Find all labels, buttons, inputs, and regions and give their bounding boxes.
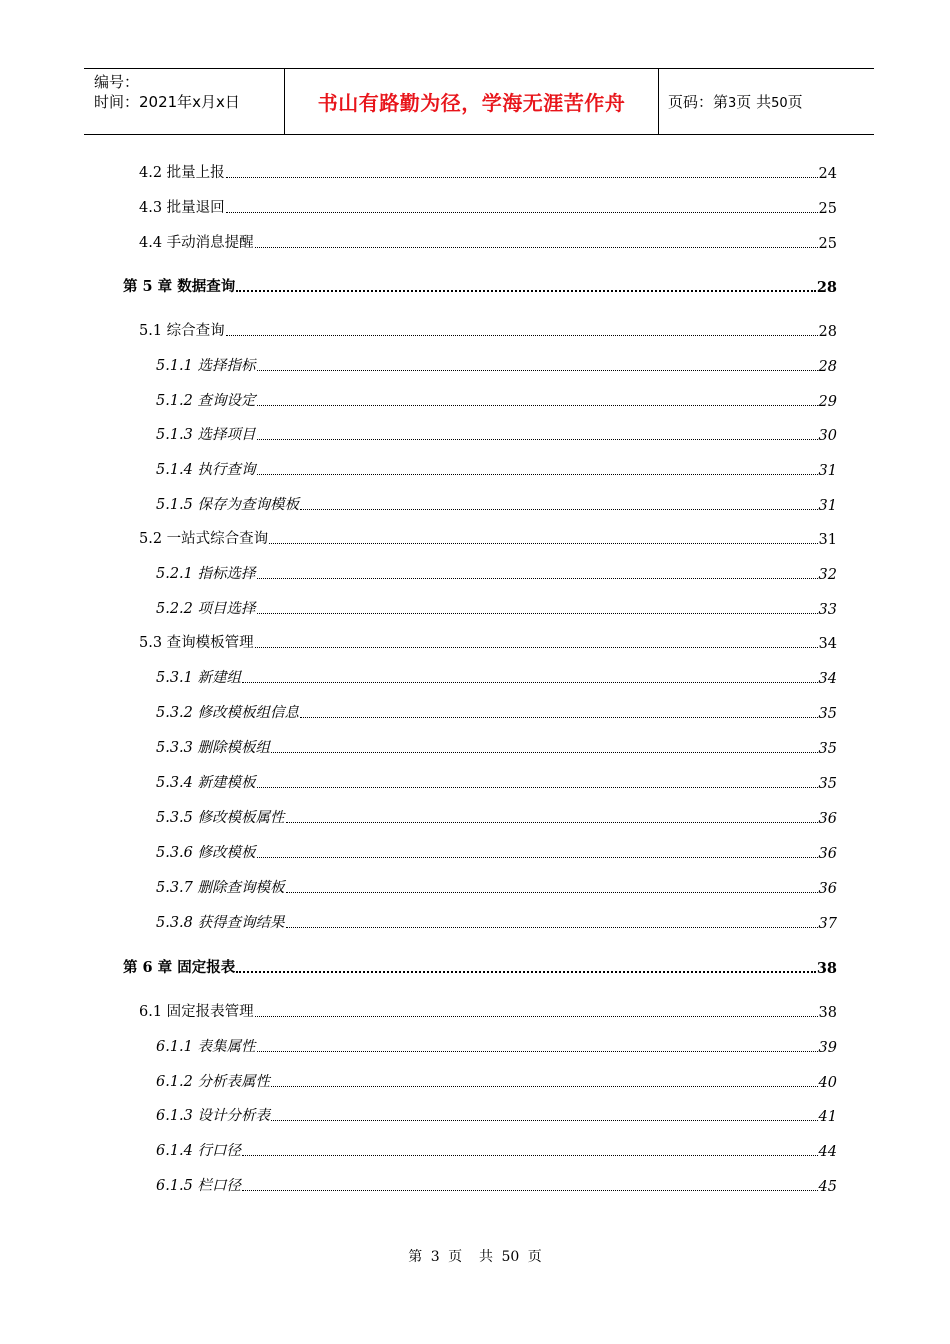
toc-entry[interactable] <box>156 805 837 827</box>
toc-entry-page: 31 <box>818 532 837 548</box>
toc-dot-leader <box>226 335 818 336</box>
toc-entry[interactable] <box>156 561 837 583</box>
toc-entry[interactable] <box>156 596 837 618</box>
toc-entry[interactable] <box>156 1034 837 1056</box>
toc-entry-page: 30 <box>818 428 837 444</box>
footer-total: 50 <box>501 1249 520 1265</box>
toc-entry-page: 25 <box>818 236 837 252</box>
toc-entry[interactable] <box>156 910 837 932</box>
toc-dot-leader <box>286 927 818 928</box>
toc-entry-page: 45 <box>818 1179 837 1195</box>
toc-entry-title: 4.2 批量上报 <box>139 165 225 181</box>
toc-dot-leader <box>286 892 818 893</box>
toc-entry[interactable] <box>139 318 837 340</box>
toc-entry-page: 29 <box>818 394 837 410</box>
toc-entry[interactable] <box>156 700 837 722</box>
time-label: 时间：2021年x月x日 <box>94 93 240 111</box>
toc-dot-leader <box>255 1016 818 1017</box>
toc-entry-title: 4.3 批量退回 <box>139 200 225 216</box>
toc-dot-leader <box>257 578 818 579</box>
toc-dot-leader <box>257 474 818 475</box>
toc-entry[interactable] <box>156 1173 837 1195</box>
header-page-mid: 页 共 <box>736 93 772 111</box>
toc-entry-title: 5.3 查询模板管理 <box>139 635 254 651</box>
toc-entry-title: 4.4 手动消息提醒 <box>139 235 254 251</box>
toc-entry-page: 28 <box>818 359 837 375</box>
header-page-current: 3 <box>728 96 737 111</box>
toc-dot-leader <box>257 1051 818 1052</box>
toc-entry-page: 35 <box>818 776 837 792</box>
toc-entry[interactable] <box>156 770 837 792</box>
toc-dot-leader <box>226 212 818 213</box>
toc-entry[interactable] <box>156 735 837 757</box>
toc-entry-page: 44 <box>818 1144 837 1160</box>
toc-entry-title: 5.1.3 选择项目 <box>156 427 256 443</box>
toc-entry[interactable] <box>156 388 837 410</box>
toc-entry[interactable] <box>139 526 837 548</box>
header-page-cell <box>659 69 874 134</box>
toc-entry-page: 34 <box>818 671 837 687</box>
toc-entry-page: 40 <box>818 1075 837 1091</box>
toc-entry-page: 32 <box>818 567 837 583</box>
toc-entry-page: 37 <box>818 916 837 932</box>
toc-entry-title: 5.1 综合查询 <box>139 323 225 339</box>
toc-entry[interactable] <box>156 840 837 862</box>
toc-entry[interactable] <box>156 457 837 479</box>
toc-entry[interactable] <box>156 492 837 514</box>
toc-entry-page: 34 <box>818 636 837 652</box>
motto-text: 书山有路勤为径，学海无涯苦作舟 <box>317 91 626 115</box>
toc-entry[interactable] <box>156 422 837 444</box>
toc-entry-page: 33 <box>818 602 837 618</box>
footer-mid: 页 共 <box>448 1249 493 1265</box>
toc-entry[interactable] <box>156 1103 837 1125</box>
toc-entry[interactable] <box>139 230 837 252</box>
toc-entry[interactable] <box>139 999 837 1021</box>
toc-chapter-entry[interactable] <box>123 955 837 977</box>
toc-dot-leader <box>226 177 818 178</box>
toc-entry-title: 5.3.8 获得查询结果 <box>156 915 285 931</box>
header-page-info <box>668 91 803 112</box>
toc-entry-page: 35 <box>818 706 837 722</box>
toc-entry-title: 第 6 章 固定报表 <box>123 959 236 976</box>
toc-entry-page: 28 <box>818 324 837 340</box>
toc-dot-leader <box>271 752 818 753</box>
toc-entry-title: 5.3.1 新建组 <box>156 670 242 686</box>
toc-entry[interactable] <box>139 160 837 182</box>
toc-entry-title: 5.1.5 保存为查询模板 <box>156 497 300 513</box>
header-page-prefix: 页码：第 <box>668 93 729 111</box>
header-motto-cell <box>285 69 659 134</box>
toc-entry-title: 6.1.3 设计分析表 <box>156 1108 271 1124</box>
toc-entry-title: 5.2.1 指标选择 <box>156 566 256 582</box>
toc-dot-leader <box>255 247 818 248</box>
toc-entry-title: 5.3.5 修改模板属性 <box>156 810 285 826</box>
toc-dot-leader <box>300 509 818 510</box>
toc-entry-title: 5.3.6 修改模板 <box>156 845 256 861</box>
toc-entry-page: 25 <box>818 201 837 217</box>
toc-entry-title: 5.2 一站式综合查询 <box>139 531 269 547</box>
page-footer <box>0 1246 950 1266</box>
toc-entry-title: 5.3.4 新建模板 <box>156 775 256 791</box>
toc-dot-leader <box>257 857 818 858</box>
header-meta-cell <box>84 69 285 134</box>
toc-entry[interactable] <box>139 195 837 217</box>
toc-entry-title: 5.2.2 项目选择 <box>156 601 256 617</box>
toc-dot-leader <box>242 1155 818 1156</box>
toc-dot-leader <box>271 1120 818 1121</box>
toc-entry-page: 38 <box>816 960 837 977</box>
toc-chapter-entry[interactable] <box>123 274 837 296</box>
footer-current: 3 <box>430 1249 440 1265</box>
page-header <box>84 68 874 135</box>
toc-entry-page: 36 <box>818 846 837 862</box>
toc-entry-page: 39 <box>818 1040 837 1056</box>
toc-entry-page: 38 <box>818 1005 837 1021</box>
toc-entry[interactable] <box>156 665 837 687</box>
footer-suffix: 页 <box>527 1249 542 1265</box>
toc-dot-leader <box>257 613 818 614</box>
toc-entry[interactable] <box>156 353 837 375</box>
toc-entry-title: 6.1.4 行口径 <box>156 1143 242 1159</box>
toc-entry-title: 6.1.2 分析表属性 <box>156 1074 271 1090</box>
toc-entry[interactable] <box>156 1138 837 1160</box>
toc-entry-page: 28 <box>816 279 837 296</box>
toc-entry-page: 31 <box>818 463 837 479</box>
toc-entry-page: 41 <box>818 1109 837 1125</box>
toc-entry-page: 36 <box>818 811 837 827</box>
toc-dot-leader <box>300 717 818 718</box>
toc-dot-leader <box>269 543 817 544</box>
toc-entry-page: 35 <box>818 741 837 757</box>
toc-entry-title: 第 5 章 数据查询 <box>123 278 236 295</box>
toc-entry-title: 6.1.1 表集属性 <box>156 1039 256 1055</box>
toc-dot-leader <box>236 290 816 292</box>
footer-prefix: 第 <box>408 1249 423 1265</box>
toc-entry[interactable] <box>139 630 837 652</box>
toc-entry[interactable] <box>156 1069 837 1091</box>
toc-entry-title: 5.1.2 查询设定 <box>156 393 256 409</box>
header-page-suffix: 页 <box>787 93 803 111</box>
toc-entry-title: 6.1 固定报表管理 <box>139 1004 254 1020</box>
header-page-total: 50 <box>771 96 788 111</box>
toc-dot-leader <box>286 822 818 823</box>
toc-dot-leader <box>236 971 816 973</box>
toc-dot-leader <box>257 787 818 788</box>
toc-dot-leader <box>257 405 818 406</box>
toc-entry-page: 31 <box>818 498 837 514</box>
toc-dot-leader <box>271 1086 818 1087</box>
toc-entry-page: 36 <box>818 881 837 897</box>
toc-entry-title: 5.1.1 选择指标 <box>156 358 256 374</box>
toc-entry-title: 6.1.5 栏口径 <box>156 1178 242 1194</box>
toc-entry-title: 5.1.4 执行查询 <box>156 462 256 478</box>
toc-entry-title: 5.3.2 修改模板组信息 <box>156 705 300 721</box>
toc-dot-leader <box>257 370 818 371</box>
toc-dot-leader <box>242 1190 818 1191</box>
toc-entry[interactable] <box>156 875 837 897</box>
code-label: 编号： <box>94 73 140 91</box>
toc-entry-page: 24 <box>818 166 837 182</box>
toc-dot-leader <box>257 439 818 440</box>
toc-dot-leader <box>242 682 818 683</box>
toc-entry-title: 5.3.3 删除模板组 <box>156 740 271 756</box>
toc-entry-title: 5.3.7 删除查询模板 <box>156 880 285 896</box>
toc-dot-leader <box>255 647 818 648</box>
